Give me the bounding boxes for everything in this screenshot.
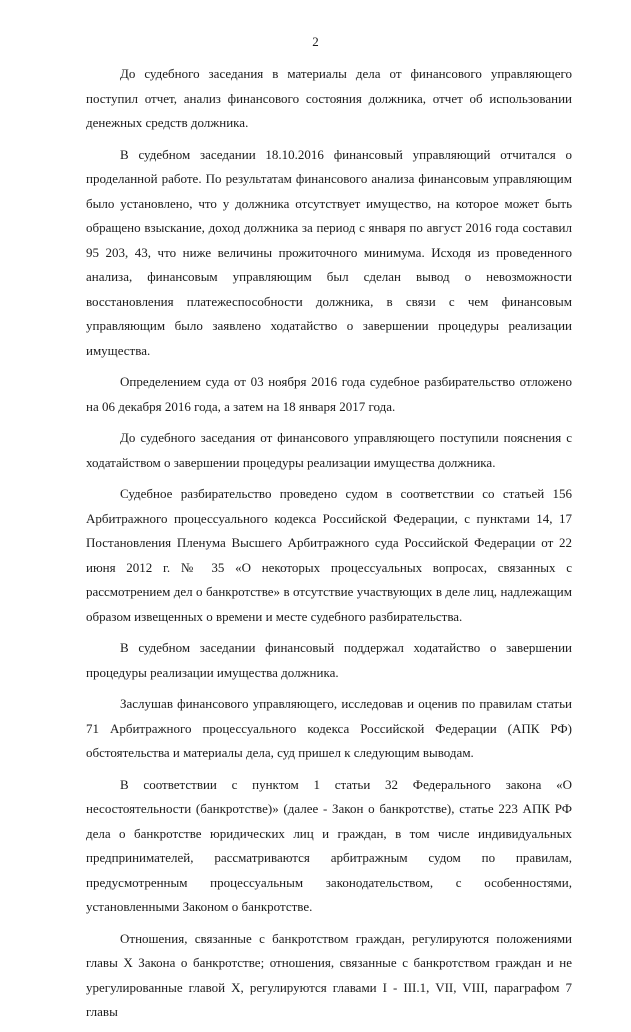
paragraph: В судебном заседании 18.10.2016 финансовый управляющий отчитался о проделанной работе. По результатам финансового анализа финансовым управляющим было установлено, что у должника отсутствует имущество, на которое может быть обращено взыскание, доход должника за период с января по август 2016 года составил 95 203, 43, что ниже величины прожиточного минимума. Исходя из проведенного анализа, финансовым управляющим был сделан вывод о невозможности восстановления платежеспособности должника, в связи с чем финансовым управляющим было заявлено ходатайство о завершении процедуры реализации имущества. [86, 146, 572, 358]
paragraph: В судебном заседании финансовый поддержал ходатайство о завершении процедуры реализации имущества должника. [86, 640, 572, 680]
paragraph: Заслушав финансового управляющего, исследовав и оценив по правилам статьи 71 Арбитражного процессуального кодекса Российской Федерации (АПК РФ) обстоятельства и материалы дела, суд пришел к следующим выводам. [86, 696, 572, 760]
paragraph: Отношения, связанные с банкротством граждан, регулируются положениями главы X Закона о банкротстве; отношения, связанные с банкротством граждан и не урегулированные главой X, регулируются главами I - III.1, VII, VIII, параграфом 7 главы [86, 930, 572, 1019]
paragraph: В соответствии с пунктом 1 статьи 32 Федерального закона «О несостоятельности (банкротстве)» (далее - Закон о банкротстве), статье 223 АПК РФ дела о банкротстве юридических лиц и граждан, в том числе индивидуальных предпринимателей, рассматриваются арбитражным судом по правилам, предусмотренным процессуальным законодательством, с особенностями, установленными Законом о банкротстве. [86, 776, 572, 914]
paragraph: До судебного заседания в материалы дела от финансового управляющего поступил отчет, анализ финансового состояния должника, отчет об использовании денежных средств должника. [86, 66, 572, 130]
document-body [86, 62, 572, 1032]
page-number: 2 [312, 34, 319, 49]
paragraph: Судебное разбирательство проведено судом в соответствии со статьей 156 Арбитражного процессуального кодекса Российской Федерации, с пунктами 14, 17 Постановления Пленума Высшего Арбитражного суда Российской Федерации от 22 июня 2012 г. № 35 «О некоторых процессуальных вопросах, связанных с рассмотрением дел о банкротстве» в отсутствие участвующих в деле лиц, надлежащим образом извещенных о времени и месте судебного разбирательства. [86, 486, 572, 624]
paragraph: До судебного заседания от финансового управляющего поступили пояснения с ходатайством о завершении процедуры реализации имущества должника. [86, 430, 572, 470]
paragraph: Определением суда от 03 ноября 2016 года судебное разбирательство отложено на 06 декабря 2016 года, а затем на 18 января 2017 года. [86, 374, 572, 414]
